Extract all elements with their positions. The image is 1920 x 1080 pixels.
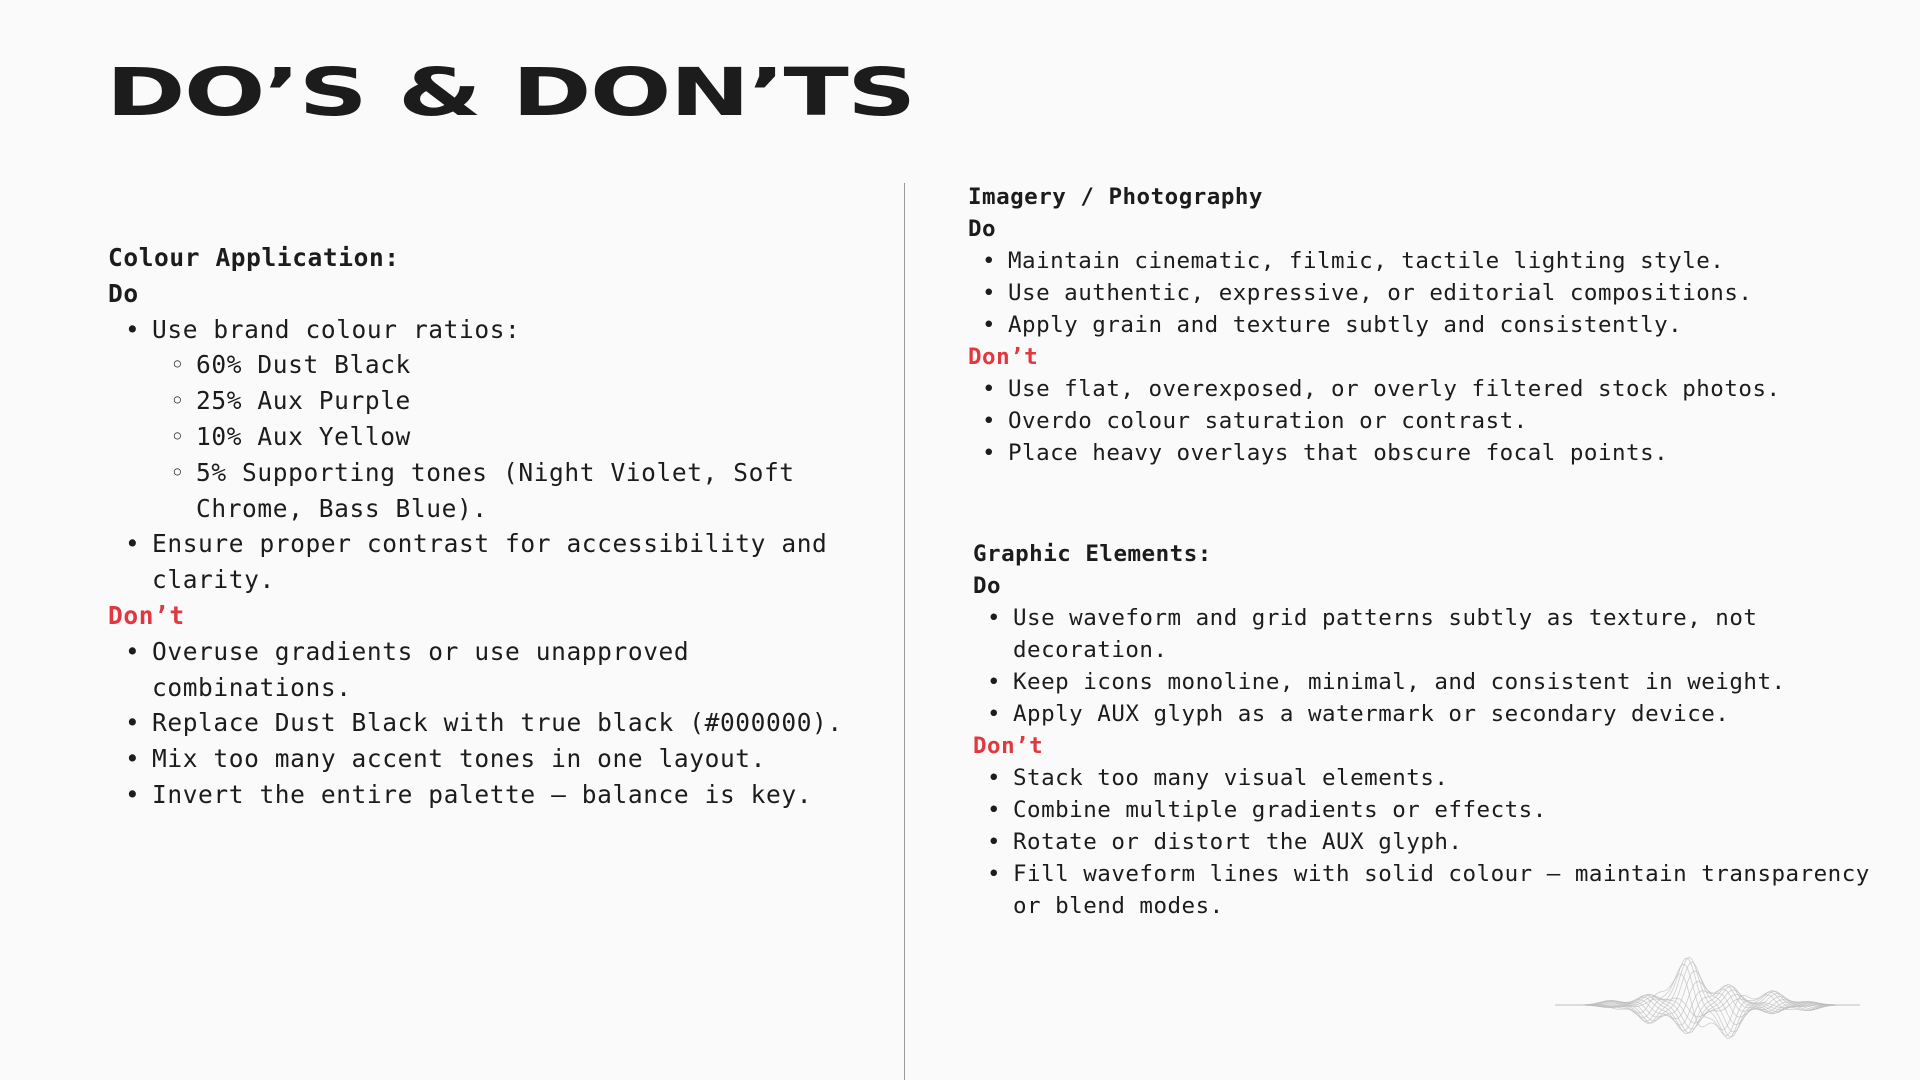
list-item: • Mix too many accent tones in one layout. (108, 741, 868, 777)
list-item: • Ensure proper contrast for accessibility and clarity. (108, 526, 868, 598)
list-item: • Use waveform and grid patterns subtly as texture, not decoration. (973, 602, 1873, 666)
list-item: • Place heavy overlays that obscure focal points. (968, 437, 1868, 469)
colour-do-label: Do (108, 278, 139, 308)
list-item: • Maintain cinematic, filmic, tactile lighting style. (968, 245, 1868, 277)
list-item: ◦ 10% Aux Yellow (152, 419, 868, 455)
list-item: • Fill waveform lines with solid colour — maintain transparency or blend modes. (973, 858, 1873, 922)
list-item: • Rotate or distort the AUX glyph. (973, 826, 1873, 858)
waveform-line (1555, 958, 1860, 1038)
list-item: ◦ 25% Aux Purple (152, 383, 868, 419)
list-item: • Overdo colour saturation or contrast. (968, 405, 1868, 437)
graphic-do-label: Do (973, 573, 1002, 599)
list-item: • Use authentic, expressive, or editorial compositions. (968, 277, 1868, 309)
waveform-line (1555, 971, 1860, 1025)
list-item: • Use flat, overexposed, or overly filtered stock photos. (968, 373, 1868, 405)
colour-dont-label: Don’t (108, 600, 185, 630)
graphic-elements-section (973, 538, 1873, 922)
list-item: • Apply grain and texture subtly and consistently. (968, 309, 1868, 341)
graphic-dont-label: Don’t (973, 733, 1044, 759)
list-item: • Apply AUX glyph as a watermark or secondary device. (973, 698, 1873, 730)
list-item: • Replace Dust Black with true black (#000000). (108, 705, 868, 741)
imagery-do-label: Do (968, 216, 997, 242)
waveform-icon (1555, 935, 1860, 1075)
list-item: ◦ 60% Dust Black (152, 347, 868, 383)
list-item: • Combine multiple gradients or effects. (973, 794, 1873, 826)
list-item: ◦ 5% Supporting tones (Night Violet, Soft Chrome, Bass Blue). (152, 455, 868, 527)
list-item: • Stack too many visual elements. (973, 762, 1873, 794)
graphic-do-list (973, 602, 1873, 730)
page-title: DO’S & DON’TS (106, 54, 915, 131)
imagery-section (968, 181, 1868, 469)
colour-dont-list (108, 634, 868, 813)
waveform-line (1555, 964, 1860, 1036)
list-item: • Keep icons monoline, minimal, and consistent in weight. (973, 666, 1873, 698)
imagery-dont-list (968, 373, 1868, 469)
colour-application-heading: Colour Application: (108, 243, 400, 272)
column-divider (904, 183, 905, 1080)
colour-ratio-sublist (152, 347, 868, 526)
colour-do-list (108, 312, 868, 598)
imagery-heading: Imagery / Photography (968, 184, 1263, 210)
colour-ratios-item: Use brand colour ratios: (152, 314, 521, 344)
list-item: • Overuse gradients or use unapproved combinations. (108, 634, 868, 706)
imagery-do-list (968, 245, 1868, 341)
imagery-dont-label: Don’t (968, 344, 1039, 370)
colour-application-section (108, 240, 868, 813)
list-item: • Invert the entire palette — balance is key. (108, 777, 868, 813)
graphic-dont-list (973, 762, 1873, 922)
graphic-elements-heading: Graphic Elements: (973, 541, 1212, 567)
list-item (108, 312, 868, 527)
